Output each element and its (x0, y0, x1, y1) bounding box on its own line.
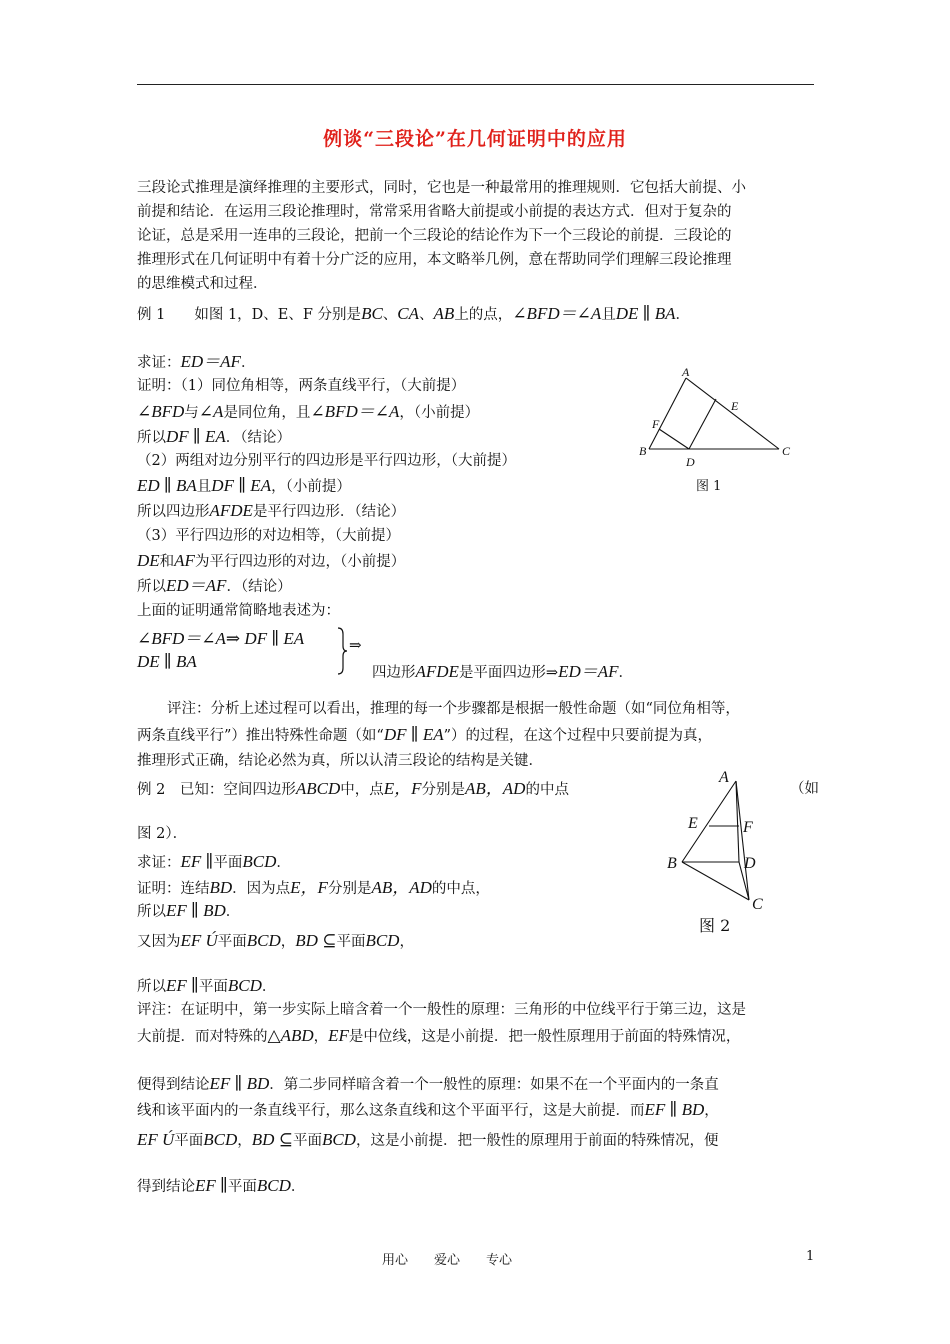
ex1-summary-line: DE ∥ BA (137, 652, 197, 671)
ex1-summary-intro: 上面的证明通常简略地表述为： (137, 603, 340, 619)
fig1-label-a: A (682, 365, 690, 379)
intro-line: 前提和结论．在运用三段论推理时，常常采用省略大前提或小前提的表达方式．但对于复杂的 (137, 204, 732, 220)
ex2-proof-step: 所以EF ∥ BD． (137, 901, 241, 920)
fig1-segment-fd (659, 429, 689, 449)
ex1-summary-line: ∠BFD＝∠A⇒ DF ∥ EA (137, 629, 305, 648)
ex2-proof-step: 证明：连结BD．因为点E，F分别是AB，AD的中点， (137, 878, 490, 897)
fig2-label-c: C (752, 896, 763, 913)
ex2-statement-cont: 图 2）． (137, 826, 188, 842)
ex2-proof-step: 所以EF ∥平面BCD． (137, 976, 277, 995)
fig2-caption: 图 2 (699, 916, 731, 935)
ex1-comment: 评注：分析上述过程可以看出，推理的每一个步骤都是根据一般性命题（如“同位角相等， 两条直线平行”）推出特殊性命题（如“DF ∥ EA”）的过程，在这个过程中只要前提为真， 推理形式正确，结论必然为真，所以认清三段论的结构是关键． (137, 701, 740, 769)
ex1-proof-step: （2）两组对边分别平行的四边形是平行四边形，（大前提） (137, 453, 516, 469)
ex2-requirement: 求证：EF ∥平面BCD． (137, 852, 291, 871)
ex2-comment-line: 便得到结论EF ∥ BD．第二步同样暗含着一个一般性的原理：如果不在一个平面内的一条直 (137, 1074, 719, 1093)
fig1-segment-ac (686, 378, 779, 449)
fig2-label-b: B (667, 855, 677, 872)
brace-icon (336, 626, 348, 676)
ex1-proof-step: 所以四边形AFDE是平行四边形．（结论） (137, 501, 406, 520)
ex1-proof-step: 所以DF ∥ EA．（结论） (137, 427, 292, 446)
fig2-label-f: F (743, 819, 753, 836)
fig1-segment-de (689, 399, 716, 449)
ex1-proof-step: 所以ED＝AF．（结论） (137, 576, 292, 595)
fig2-segment-bc (682, 862, 749, 900)
ex1-proof-step: （3）平行四边形的对边相等，（大前提） (137, 528, 400, 544)
fig1-label-b: B (639, 444, 647, 458)
page-number: 1 (806, 1249, 815, 1264)
fig2-label-e: E (688, 815, 698, 832)
ex2-comment-line: 线和该平面内的一条直线平行，那么这条直线和这个平面平行，这是大前提．而EF ∥ BD， (137, 1100, 719, 1119)
figure-2 (660, 764, 780, 944)
ex1-proof-step: ED ∥ BA且DF ∥ EA，（小前提） (137, 476, 351, 495)
intro-line: 三段论式推理是演绎推理的主要形式，同时，它也是一种最常用的推理规则．它包括大前提、小 (137, 180, 746, 196)
implies-icon: ⇒ (349, 636, 362, 654)
figure-1 (630, 362, 800, 497)
fig1-label-e: E (731, 399, 739, 413)
intro-line: 论证，总是采用一连串的三段论，把前一个三段论的结论作为下一个三段论的前提．三段论的 (137, 228, 732, 244)
fig1-segment-ab (649, 378, 686, 449)
ex1-statement: 例 1 如图 1，D、E、F 分别是BC、CA、AB上的点，∠BFD＝∠A且DE ∥ BA． (137, 304, 691, 323)
ex1-proof-step: 证明：（1）同位角相等，两条直线平行，（大前提） (137, 378, 466, 394)
ex2-comment-line: 得到结论EF ∥平面BCD． (137, 1176, 306, 1195)
fig2-label-a: A (719, 769, 729, 786)
fig1-label-f: F (652, 417, 660, 431)
ex2-statement: 例 2 已知：空间四边形ABCD中，点E，F分别是AB，AD的中点 (137, 779, 569, 798)
header-rule (137, 84, 814, 85)
ex1-summary-line: 四边形AFDE是平面四边形⇒ED＝AF． (372, 662, 634, 681)
ex1-proof-step: DE和AF为平行四边形的对边，（小前提） (137, 551, 406, 570)
intro-line: 的思维模式和过程． (137, 276, 268, 292)
ex2-statement-tail: （如 (790, 781, 819, 797)
fig1-label-c: C (782, 444, 791, 458)
intro-paragraph (137, 176, 746, 296)
intro-line: 推理形式在几何证明中有着十分广泛的应用，本文略举几例，意在帮助同学们理解三段论推理 (137, 252, 732, 268)
fig2-label-d: D (744, 855, 756, 872)
ex1-requirement: 求证：ED＝AF． (137, 352, 256, 371)
fig1-caption: 图 1 (696, 479, 722, 494)
ex2-comment-line: 评注：在证明中，第一步实际上暗含着一个一般性的原理：三角形的中位线平行于第三边，这是 (137, 1002, 746, 1018)
footer-motto: 用心 爱心 专心 (382, 1253, 513, 1268)
ex1-proof-step: ∠BFD与∠A是同位角，且∠BFD＝∠A，（小前提） (137, 402, 480, 421)
ex2-proof-step: 又因为EF Ú平面BCD，BD ⊆平面BCD， (137, 931, 414, 950)
page-title: 例谈“三段论”在几何证明中的应用 (323, 128, 627, 150)
ex2-comment-line: EF Ú平面BCD，BD ⊆平面BCD，这是小前提．把一般性的原理用于前面的特殊情况，便 (137, 1130, 719, 1149)
ex2-comment-line: 大前提．而对特殊的△ABD，EF是中位线，这是小前提．把一般性原理用于前面的特殊情况， (137, 1026, 741, 1045)
fig1-label-d: D (686, 455, 695, 469)
